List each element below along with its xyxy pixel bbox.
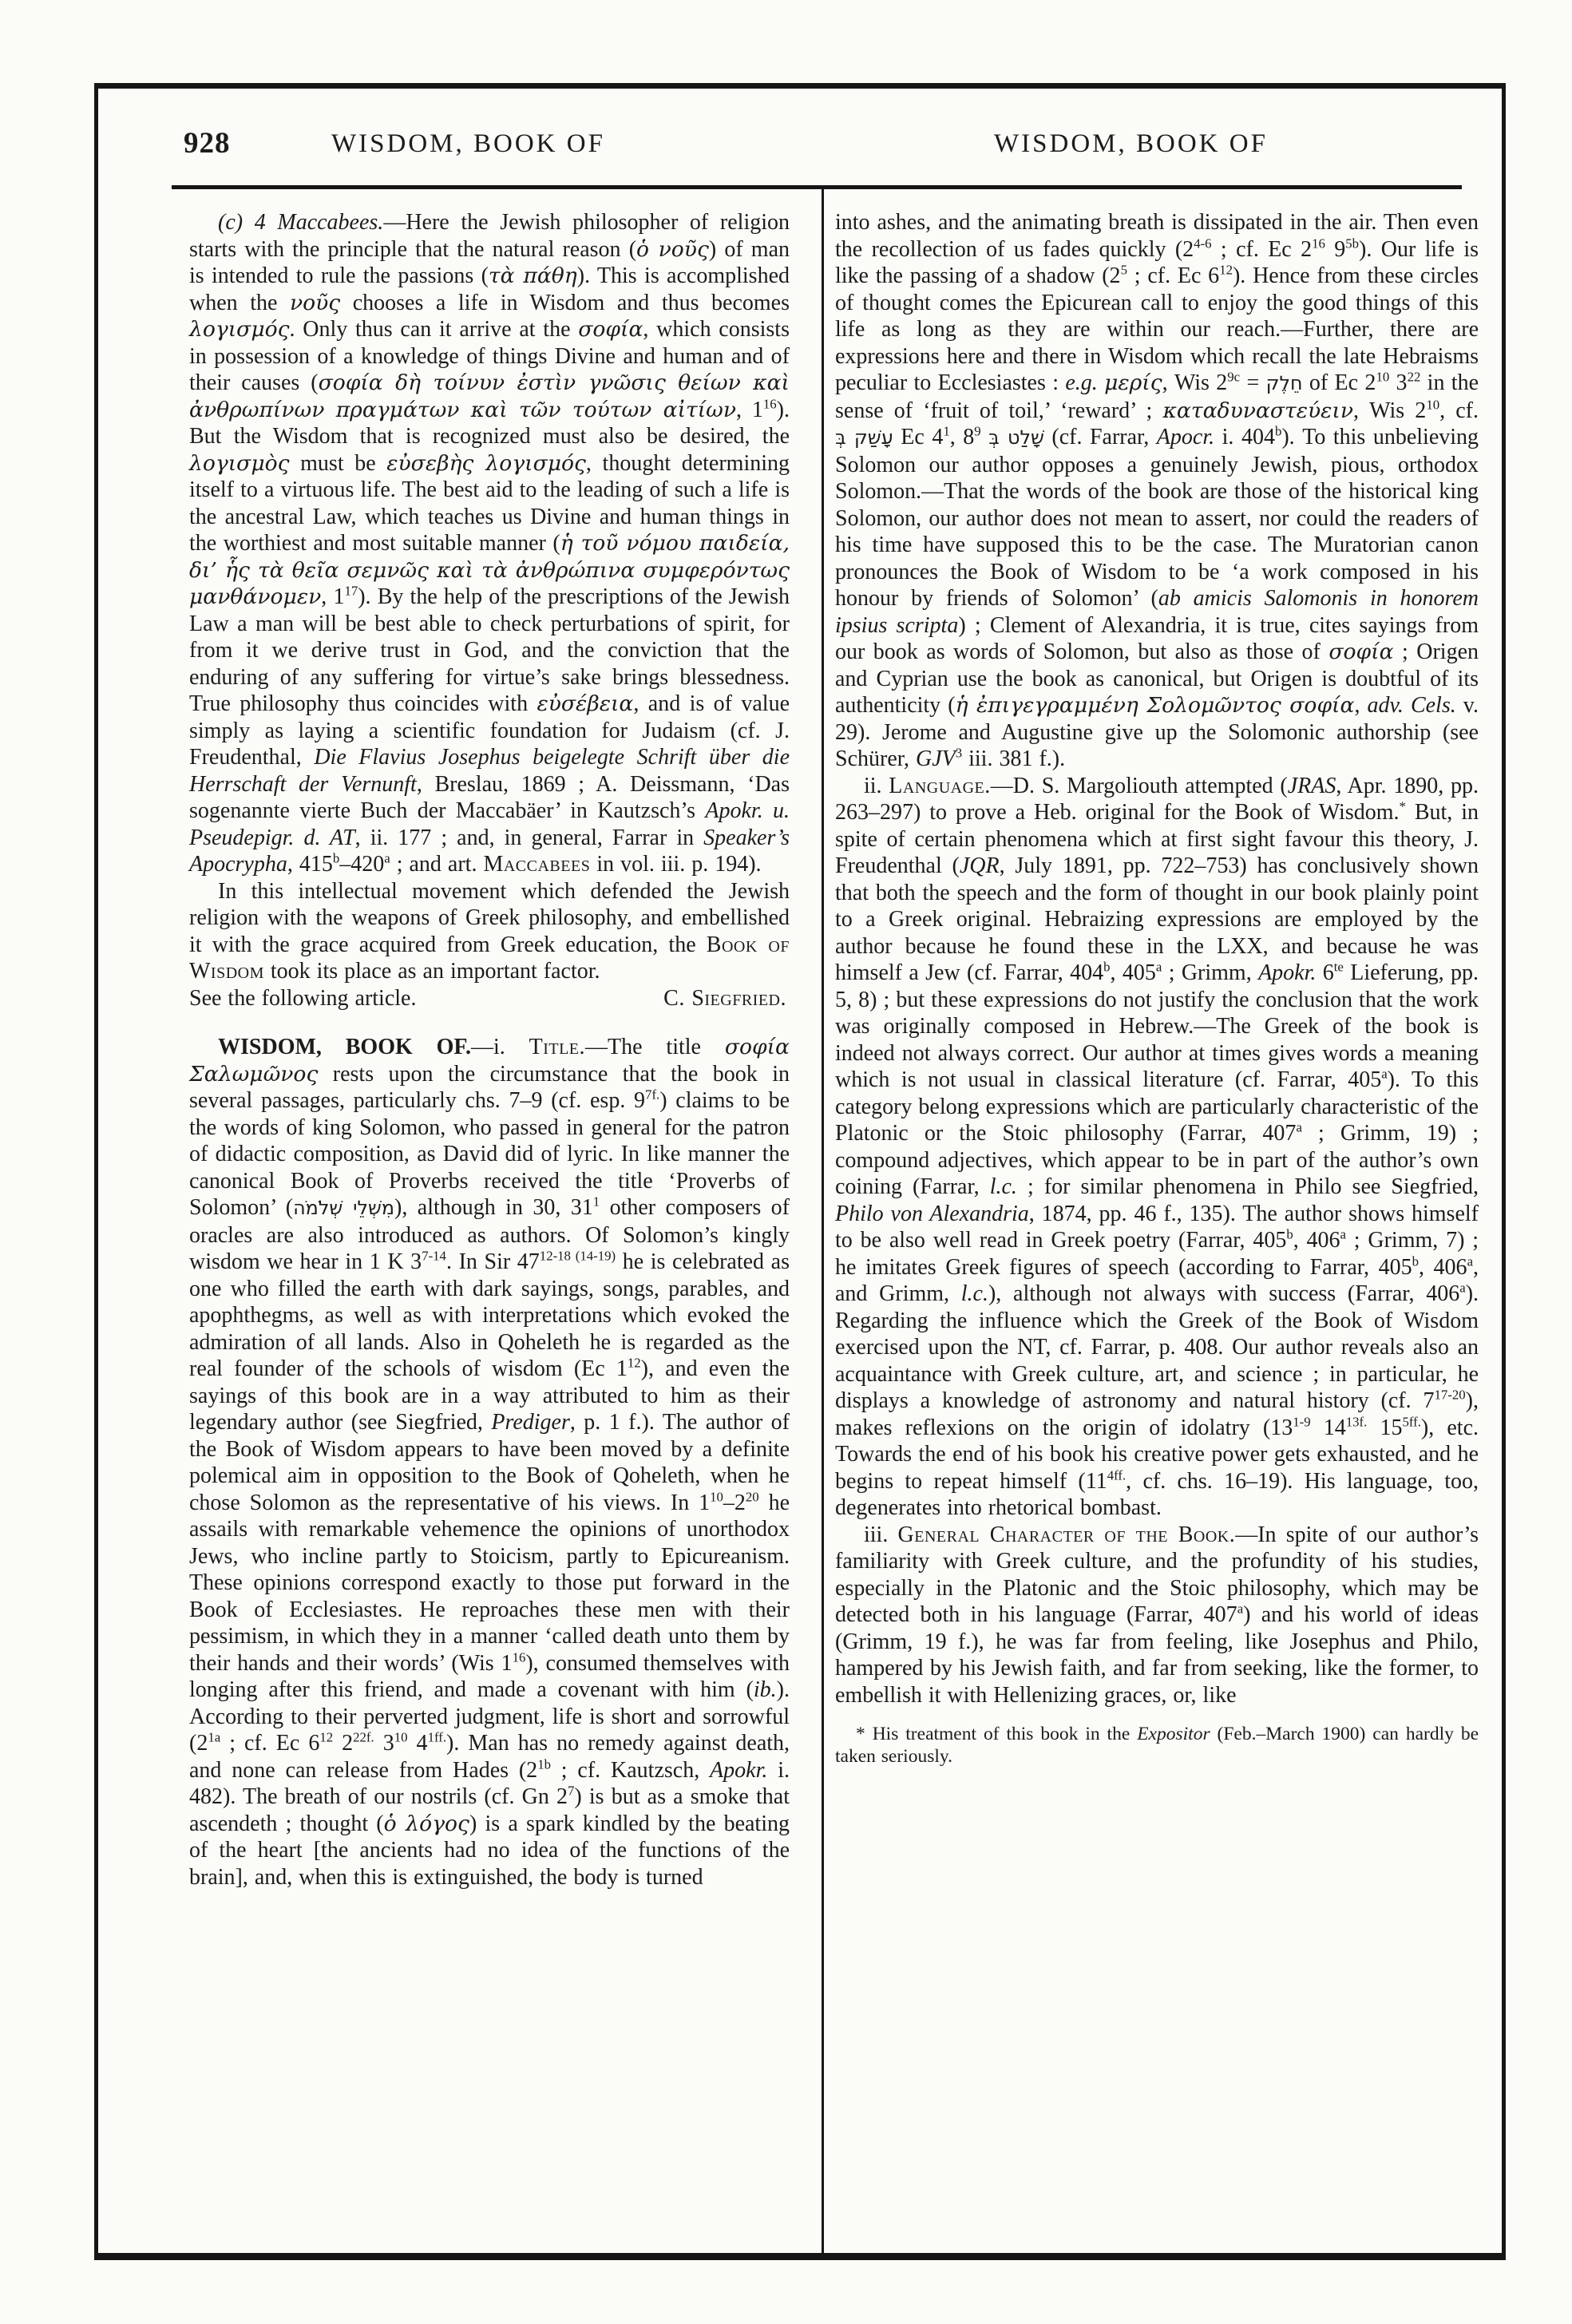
text-run: ; cf. Kautzsch, (550, 1757, 711, 1783)
text-run: ). Our life is like the passing of a shadow (2 (835, 236, 1479, 288)
text-run: 7 (568, 1783, 575, 1799)
text-run: , Breslau, 1869 ; A. Deissmann, ‘Das sogenannte vierte Buch der Maccabäer’ in Kautzsch’s (189, 771, 790, 823)
text-run: , which consists in possession of a knowledge of things Divine and human and of their causes ( (189, 317, 790, 395)
text-run: ; Grimm, 19) ; compound adjectives, which appear to be in part of the author’s own coining (Farrar, (835, 1121, 1479, 1199)
paragraph (835, 773, 1479, 1522)
author-signature: C. Siegfried. (663, 985, 786, 1011)
text-run: Apocr. (1156, 425, 1215, 449)
text-run: ; Grimm, (1162, 960, 1259, 985)
text-run: ; cf. Ec 6 (1127, 263, 1220, 288)
text-run: ) is a spark kindled by the beating of the heart [the ancients had no idea of the functions of the brain], and, when this is extinguished, the body is turned (189, 1811, 790, 1890)
text-run: a (1467, 1253, 1474, 1269)
text-run: 9 (974, 423, 981, 439)
text-run: 1ff. (427, 1729, 447, 1745)
text-run: he assails with remarkable vehemence the opinions of unorthodox Jews, who incline partly to Stoicism, partly to Epicureanism. These opinions correspond exactly to those put forward in the Book of Ecclesiastes. He reproaches these men with their pessimism, in which they in a manner ‘called death unto them by their hands and their words’ (Wis 1 (189, 1490, 790, 1676)
text-run: λογισμὸς (189, 450, 290, 476)
paragraph (189, 1034, 790, 1890)
text-run: ) is but as a smoke that ascendeth ; thought ( (189, 1784, 790, 1836)
text-run: σοφία (1328, 639, 1394, 664)
text-run: JRAS (1287, 773, 1336, 798)
text-run: , July 1891, pp. 722–753) has conclusively shown that both the speech and the form of thought in our book plainly point to a Greek original. Hebraizing expressions are employed by the author because he found these in the LXX, and because he was himself a Jew (cf. Farrar, 404 (835, 853, 1479, 985)
text-run: , 1 (321, 584, 345, 609)
text-run: , and is of value simply as laying a scientific foundation for Judaism (cf. J. Freudenthal, (189, 691, 790, 770)
text-run: l.c. (989, 1174, 1017, 1199)
page-border-bottom (94, 2253, 1506, 2260)
text-run: he is celebrated as one who filled the earth with dark sayings, songs, parables, and apophthegms, as well as with interpretations which evoked the admiration of all lands. Also in Qoheleth he is regarded as the real founder of the schools of wisdom (Ec 1 (189, 1249, 790, 1381)
text-run: עָשַׁק בְּ (835, 426, 893, 449)
text-run: ; Grimm, 7) ; he imitates Greek figures of speech (according to Farrar, 405 (835, 1228, 1479, 1280)
text-run: . Only thus can it arrive at the (289, 317, 579, 342)
text-run: 10 (394, 1729, 408, 1745)
running-head-right: WISDOM, BOOK OF (994, 129, 1268, 158)
text-run: Philo von Alexandria (835, 1201, 1029, 1226)
text-run: 15 (1367, 1415, 1403, 1440)
text-run: 3 (374, 1731, 394, 1756)
text-run: καταδυναστεύειν (1162, 398, 1354, 423)
text-run: —In spite of our author’s familiarity with Greek culture, and the profundity of his studies, especially in the Platonic and the Stoic philosophy, which may be detected both in his language (Farrar, 407 (835, 1522, 1479, 1627)
text-run: 7-14 (422, 1248, 446, 1264)
text-run: chooses a life in Wisdom and thus becomes (340, 290, 790, 315)
text-run: σοφία (578, 317, 643, 342)
text-run: 20 (745, 1489, 759, 1505)
text-run: Language. (889, 773, 991, 798)
text-run: , ii. 177 ; and, in general, Farrar in (354, 825, 704, 850)
text-run: 4 (407, 1731, 428, 1756)
text-run: 9 (1325, 236, 1346, 262)
text-run: ; cf. Ec 2 (1211, 236, 1313, 262)
paragraph (835, 1522, 1479, 1709)
text-run: other composers of oracles are also introduced as authors. Of Solomon’s kingly wisdom we hear in 1 K 3 (189, 1195, 790, 1274)
text-run: 12-18 (14-19) (539, 1248, 616, 1264)
text-run: —Here the Jewish philosopher of religion starts with the principle that the natural reason ( (189, 210, 790, 262)
text-run: (c) 4 Maccabees. (218, 210, 384, 235)
text-run: 3 (1389, 370, 1408, 395)
text-run: a (1381, 1066, 1388, 1082)
text-run: 13f. (1345, 1414, 1368, 1430)
running-head-left: WISDOM, BOOK OF (331, 129, 605, 158)
text-run: . In Sir 47 (445, 1249, 540, 1274)
text-run: Prediger (491, 1410, 570, 1435)
page-border-right (1502, 83, 1506, 2260)
text-run: , (1354, 693, 1368, 718)
text-run: a (1155, 959, 1162, 975)
text-run: ; Origen and Cyprian use the book as canonical, but Origen is doubtful of its authenticity ( (835, 639, 1479, 718)
text-run: b (1286, 1226, 1293, 1242)
text-run: 16 (762, 396, 777, 412)
text-run: 1 (943, 423, 950, 439)
text-run: τὰ πάθη (488, 263, 577, 288)
text-run: iii. 381 f.). (962, 746, 1066, 771)
text-run: * (1399, 798, 1406, 814)
text-run: Ec 4 (893, 425, 944, 449)
text-run: ) and his world of ideas (Grimm, 19 f.), he was far from feeling, like Josephus and Philo, hampered by his Jewish faith, and far from seeking, like the former, to embellish it with Hellenizing graces, or, like (835, 1602, 1479, 1708)
text-run: 16 (512, 1649, 526, 1665)
text-run: Apokr. (1258, 960, 1317, 985)
text-run: 1a (208, 1729, 221, 1745)
text-run: 1-9 (1293, 1414, 1311, 1430)
text-run: ). Hence from these circles of thought comes the Epicurean call to enjoy the good things of this life as long as they are within our reach.—Further, there are expressions here and there in Wisdom which recall the late Hebraisms peculiar to Ecclesiastes : (835, 263, 1479, 395)
text-run: into ashes, and the animating breath is dissipated in the air. Then even the recollection of us fades quickly (2 (835, 210, 1479, 262)
text-run: ) claims to be the words of king Solomon, who passed in general for the patron of didactic composition, as David did of lyric. In like manner the canonical Book of Proverbs received the title ‘Proverbs of Solomon’ ( (189, 1088, 790, 1220)
text-run: (Feb.–March 1900) can hardly be taken seriously. (835, 1724, 1479, 1767)
text-run: adv. Cels. (1367, 693, 1456, 718)
text-run: in vol. iii. p. 194). (590, 852, 762, 877)
text-run: –420 (339, 852, 385, 877)
closing-line: See the following article. (189, 985, 417, 1011)
text-run: ἡ ἐπιγεγραμμένη Σολομῶντος σοφία (955, 693, 1355, 718)
text-run: νοῦς (289, 290, 341, 315)
text-run: , Apr. 1890, pp. 263–297) to prove a Heb. original for the Book of Wisdom. (835, 773, 1479, 825)
text-run: in the sense of ‘fruit of toil,’ ‘reward’ ; (835, 370, 1479, 423)
text-run: ). Regarding the influence which the Greek of the Book of Wisdom exercised upon the NT, cf. Farrar, p. 408. Our author reveals also an acquaintance with Greek culture, art, and science ; in particular, he displays a knowledge of astronomy and natural history (cf. 7 (835, 1281, 1479, 1413)
text-run: 17-20 (1434, 1387, 1466, 1403)
text-run: —i. (470, 1035, 529, 1059)
text-run: a (384, 850, 390, 866)
text-run: 10 (1376, 369, 1390, 385)
text-run: 5b (1345, 236, 1360, 251)
text-run: a (1296, 1119, 1302, 1135)
text-run: , p. 1 f.). The author of the Book of Wisdom appears to have been moved by a definite polemical aim in opposition to the Book of Qoheleth, when he chose Solomon as the representative of his views. In 1 (189, 1410, 790, 1515)
column-divider-rule (822, 189, 824, 2253)
text-run: Apokr. u. Pseudepigr. d. AT (189, 798, 790, 850)
text-run: i. 482). The breath of our nostrils (cf. Gn 2 (189, 1757, 790, 1809)
text-run: , 415 (287, 852, 333, 877)
text-run: General Character of the Book. (897, 1522, 1236, 1547)
text-run: 12 (627, 1355, 641, 1371)
footnote (835, 1723, 1479, 1768)
text-run: —D. S. Margoliouth attempted ( (990, 773, 1288, 798)
text-run: rests upon the circumstance that the book in several passages, particularly chs. 7–9 (cf. esp. 9 (189, 1061, 790, 1113)
text-run: 9c (1227, 369, 1241, 385)
text-run: λογισμός (189, 317, 290, 342)
text-run: ). This is accomplished when the (189, 263, 790, 315)
text-run: e.g. (1065, 370, 1105, 395)
text-run: took its place as an important factor. (263, 959, 600, 984)
text-run: , 406 (1293, 1228, 1340, 1253)
text-run: Maccabees (483, 852, 591, 877)
text-run: ) ; Clement of Alexandria, it is true, cites sayings from our book as words of Solomon, but also as those of (835, 612, 1479, 664)
text-run: , 406 (1418, 1254, 1467, 1280)
text-run: , (949, 425, 964, 449)
text-run: Speaker’s Apocrypha (189, 825, 790, 877)
paragraph (835, 209, 1479, 773)
text-run: b (1412, 1253, 1419, 1269)
text-run: ), and even the sayings of this book are in a way attributed to him as their legendary author (see Siegfried, (189, 1356, 790, 1435)
text-run: Book of Wisdom (189, 932, 790, 984)
header-divider-rule (172, 185, 1462, 189)
text-run: Apokr. (710, 1757, 768, 1783)
text-run: , 405 (1110, 960, 1156, 985)
text-run: In this intellectual movement which defended the Jewish religion with the weapons of Greek philosophy, and embellished it with the grace acquired from Greek education, the (189, 878, 790, 957)
column-right (835, 209, 1479, 1768)
text-run: Lieferung, pp. 5, 8) ; but these expressions do not justify the conclusion that the work was originally composed in Hebrew.—The Greek of the book is indeed not always correct. Our author at times gives words a meaning which is not usual in classical literature (cf. Farrar, 405 (835, 960, 1479, 1092)
text-run: 2 (333, 1731, 354, 1756)
text-run: , cf. chs. 16–19). His language, too, degenerates into rhetorical bombast. (835, 1468, 1479, 1520)
text-run: te (1333, 959, 1344, 975)
text-run: σοφία δὴ τοίνυν ἐστὶν γνῶσις θείων καὶ ἀνθρωπίνων πραγμάτων καὶ τῶν τούτων αἰτίων (189, 370, 790, 422)
text-run: * His treatment of this book in the (856, 1724, 1138, 1744)
text-run: 4ff. (1107, 1467, 1127, 1483)
text-run: σοφία Σαλωμῶνος (189, 1035, 790, 1087)
text-run: ). According to their perverted judgment, life is short and sorrowful (2 (189, 1677, 790, 1756)
text-run: iii. (864, 1522, 898, 1547)
text-run: v. 29). Jerome and Augustine give up the Solomonic authorship (see Schürer, (835, 693, 1479, 771)
text-run: ab amicis Salomonis in honorem ipsius scripta (835, 586, 1479, 638)
text-run: , 1 (736, 397, 763, 422)
page-number: 928 (184, 127, 231, 160)
page-border-left (94, 83, 98, 2260)
page-border-top (94, 83, 1506, 89)
text-run: ὁ λόγος (383, 1811, 469, 1836)
text-run: must be (289, 450, 387, 476)
text-run: i. 404 (1214, 425, 1275, 449)
text-run: 12 (319, 1729, 334, 1745)
text-run: (cf. Farrar, (1043, 425, 1157, 449)
text-run: ). Man has no remedy against death, and none can release from Hades (2 (189, 1731, 790, 1783)
text-run: εὐσέβεια (537, 691, 634, 716)
text-run: ), consumed themselves with longing after this friend, and made a covenant with him ( (189, 1650, 790, 1702)
text-run: 5 (1120, 262, 1127, 278)
text-run: ). By the help of the prescriptions of the Jewish Law a man will be best able to check perturbations of spirit, for from it we derive trust in God, and the conviction that the enduring of any suffering for virtue’s sake brings blessedness. True philosophy thus coincides with (189, 584, 790, 716)
text-run: ). To this category belong expressions which are particularly characteristic of the Platonic or the Stoic philosophy (Farrar, 407 (835, 1067, 1479, 1146)
text-run: —The title (585, 1035, 725, 1059)
text-run: מִשְׁלֵי שְׁלֹמֹה (293, 1197, 395, 1219)
text-run: JQR (959, 853, 1000, 878)
text-run: 22 (1407, 369, 1421, 385)
text-run: ), etc. Towards the end of his book his creative power gets exhausted, and he begins to repeat himself (11 (835, 1415, 1479, 1494)
text-run: , Wis 2 (1353, 398, 1427, 423)
text-run: l.c. (960, 1281, 988, 1306)
text-run: Title. (529, 1035, 586, 1059)
text-run: εὐσεβὴς λογισμός (386, 450, 586, 476)
text-run: a (1459, 1280, 1466, 1296)
paragraph (189, 878, 790, 1012)
text-run: WISDOM, BOOK OF. (218, 1035, 471, 1059)
text-run: a (1340, 1226, 1346, 1242)
text-run: ib. (753, 1677, 777, 1702)
text-run: 3 (955, 745, 963, 761)
text-run: 10 (710, 1489, 723, 1505)
text-run: ), although not always with success (Farrar, 406 (988, 1281, 1460, 1306)
text-run: 1b (537, 1756, 551, 1772)
text-run: ), makes reflexions on the origin of idolatry (13 (835, 1388, 1479, 1440)
text-run: ). To this unbelieving Solomon our author opposes a genuinely Jewish, pious, orthodox Solomon.—That the words of the book are those of the historical king Solomon, our author does not mean to assert, nor could the readers of his time have supposed this to be the case. The Muratorian canon pronounces the Book of Wisdom to be ‘a work composed in his honour by friends of Solomon’ ( (835, 425, 1479, 611)
signature-line (189, 985, 790, 1012)
text-run: b (1103, 959, 1111, 975)
text-run: חֵלֶק (1265, 372, 1303, 394)
text-run: ὁ νοῦς (636, 236, 709, 262)
text-run: 17 (344, 583, 358, 599)
text-run: of Ec 2 (1302, 370, 1376, 395)
text-run: 10 (1426, 397, 1440, 413)
text-run: ἡ τοῦ νόμου παιδεία, δι’ ἧς τὰ θεῖα σεμνῶς καὶ τὰ ἀνθρώπινα συμφερόντως μανθάνομεν (189, 531, 790, 609)
text-run: 6 (1316, 960, 1334, 985)
text-run: ), although in 30, 31 (394, 1195, 593, 1220)
text-run: μερίς (1104, 370, 1162, 395)
text-run: 22f. (353, 1729, 374, 1745)
text-run: 14 (1310, 1415, 1346, 1440)
text-run: But, in spite of certain phenomena which at first sight favour this theory, J. Freudenthal ( (835, 800, 1479, 878)
text-run: שָׁלַט בְּ (988, 426, 1044, 449)
text-run: Expositor (1137, 1724, 1210, 1744)
text-run: 7f. (645, 1087, 660, 1103)
text-run: 8 (963, 425, 989, 449)
text-run: , thought determining itself to a virtuous life. The best aid to the leading of such a life is the ancestral Law, which teaches us Divine and human things in the worthiest and most suitable manner ( (189, 450, 790, 556)
text-run: ii. (864, 773, 889, 798)
text-run: b (1274, 423, 1282, 439)
text-run: Die Flavius Josephus beigelegte Schrift über die Herrschaft der Vernunft (189, 745, 790, 797)
text-run: ). But the Wisdom that is recognized must also be desired, the (189, 397, 790, 449)
paragraph (189, 209, 790, 878)
text-run: 4-6 (1194, 236, 1212, 251)
text-run: = (1240, 370, 1266, 395)
text-run: , and Grimm, (835, 1254, 1479, 1306)
text-run: GJV (915, 746, 956, 771)
text-run: ; and art. (390, 852, 484, 877)
text-run: ; for similar phenomena in Philo see Siegfried, (1016, 1174, 1479, 1199)
column-left (189, 209, 790, 1890)
text-run: 16 (1312, 236, 1325, 251)
text-run: 1 (592, 1194, 600, 1210)
text-run: –2 (723, 1490, 746, 1515)
text-run: , 1874, pp. 46 f., 135). The author shows himself to be also well read in Greek poetry (Farrar, 405 (835, 1201, 1479, 1253)
text-run: 12 (1219, 262, 1233, 278)
text-run: , cf. (1439, 398, 1479, 423)
text-run: ) of man is intended to rule the passions ( (189, 236, 790, 288)
text-run: ; cf. Ec 6 (220, 1731, 320, 1756)
text-run: b (332, 850, 340, 866)
text-run: , Wis 2 (1162, 370, 1228, 395)
text-run: a (1237, 1601, 1244, 1617)
text-run: 5ff. (1402, 1414, 1421, 1430)
